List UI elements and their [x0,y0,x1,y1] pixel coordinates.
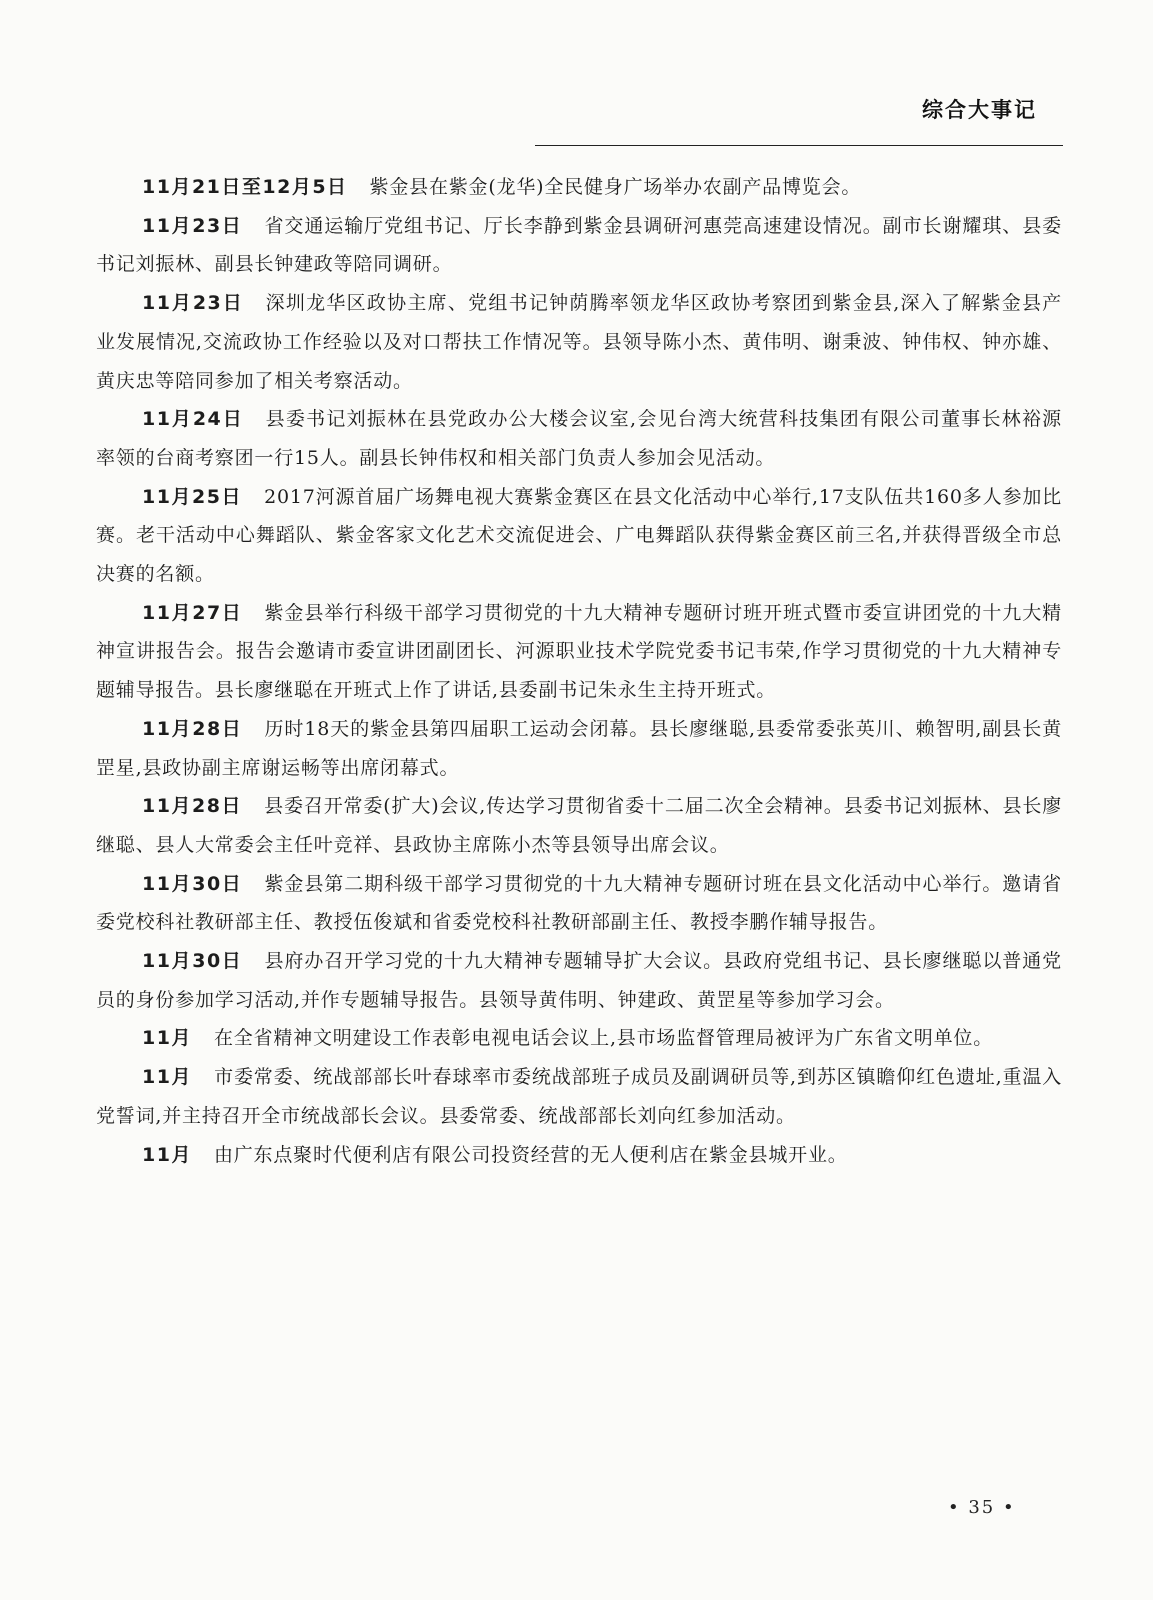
entry-date: 11月21日至12月5日 [142,176,348,198]
entry [96,942,1062,1019]
entry-text: 由广东点聚时代便利店有限公司投资经营的无人便利店在紫金县城开业。 [213,1143,848,1166]
entry [96,1136,1062,1175]
entry-text: 县委书记刘振林在县党政办公大楼会议室,会见台湾大统营科技集团有限公司董事长林裕源率领的台商考察团一行15人。副县长钟伟权和相关部门负责人参加会见活动。 [96,408,1062,469]
entry [96,284,1062,400]
entry-text: 紫金县举行科级干部学习贯彻党的十九大精神专题研讨班开班式暨市委宣讲团党的十九大精神宣讲报告会。报告会邀请市委宣讲团副团长、河源职业技术学院党委书记韦荣,作学习贯彻党的十九大精神专题辅导报告。县长廖继聪在开班式上作了讲话,县委副书记朱永生主持开班式。 [96,601,1062,702]
entry-date: 11月25日 [142,485,243,508]
header-rule [535,145,1063,146]
entry [96,207,1062,284]
entry-date: 11月30日 [142,950,243,973]
chronicle-entries [96,168,1062,1174]
entry [96,710,1062,787]
entry-date: 11月 [142,1066,193,1089]
entry-date: 11月27日 [142,601,243,624]
entry [96,1058,1062,1135]
entry-date: 11月28日 [142,717,243,740]
entry-text: 在全省精神文明建设工作表彰电视电话会议上,县市场监督管理局被评为广东省文明单位。 [213,1027,993,1050]
entry-text: 县府办召开学习党的十九大精神专题辅导扩大会议。县政府党组书记、县长廖继聪以普通党员的身份参加学习活动,并作专题辅导报告。县领导黄伟明、钟建政、黄罡星等参加学习会。 [96,950,1062,1011]
entry-text: 深圳龙华区政协主席、党组书记钟荫腾率领龙华区政协考察团到紫金县,深入了解紫金县产业发展情况,交流政协工作经验以及对口帮扶工作情况等。县领导陈小杰、黄伟明、谢秉波、钟伟权、钟亦雄、黄庆忠等陪同参加了相关考察活动。 [96,292,1062,392]
entry-date: 11月23日 [142,214,243,237]
entry-date: 11月 [142,1027,192,1050]
entry-text: 历时18天的紫金县第四届职工运动会闭幕。县长廖继聪,县委常委张英川、赖智明,副县长黄罡星,县政协副主席谢运畅等出席闭幕式。 [96,717,1062,779]
entry-text: 市委常委、统战部部长叶春球率市委统战部班子成员及副调研员等,到苏区镇瞻仰红色遗址,重温入党誓词,并主持召开全市统战部长会议。县委常委、统战部部长刘向红参加活动。 [96,1066,1063,1127]
section-title: 综合大事记 [922,98,1037,122]
page-number: • 35 • [948,1497,1016,1518]
entry [96,594,1062,710]
entry-date: 11月24日 [142,408,244,431]
entry-text: 省交通运输厅党组书记、厅长李静到紫金县调研河惠莞高速建设情况。副市长谢耀琪、县委书记刘振林、副县长钟建政等陪同调研。 [96,214,1062,276]
entry [96,168,1062,207]
entry-text: 县委召开常委(扩大)会议,传达学习贯彻省委十二届二次全会精神。县委书记刘振林、县长廖继聪、县人大常委会主任叶竞祥、县政协主席陈小杰等县领导出席会议。 [96,795,1062,856]
entry [96,1019,1062,1058]
entry-text: 紫金县在紫金(龙华)全民健身广场举办农副产品博览会。 [369,176,862,198]
entry [96,865,1062,942]
running-header [535,88,1063,146]
entry-text: 2017河源首届广场舞电视大赛紫金赛区在县文化活动中心举行,17支队伍共160多人参加比赛。老干活动中心舞蹈队、紫金客家文化艺术交流促进会、广电舞蹈队获得紫金赛区前三名,并获得晋级全市总决赛的名额。 [96,485,1062,586]
entry-date: 11月30日 [142,872,243,895]
entry-date: 11月23日 [142,292,244,315]
entry-date: 11月28日 [142,795,243,818]
entry [96,400,1062,477]
entry-date: 11月 [142,1143,192,1166]
entry [96,787,1062,864]
entry [96,478,1062,594]
entry-text: 紫金县第二期科级干部学习贯彻党的十九大精神专题研讨班在县文化活动中心举行。邀请省委党校科社教研部主任、教授伍俊斌和省委党校科社教研部副主任、教授李鹏作辅导报告。 [96,872,1062,934]
